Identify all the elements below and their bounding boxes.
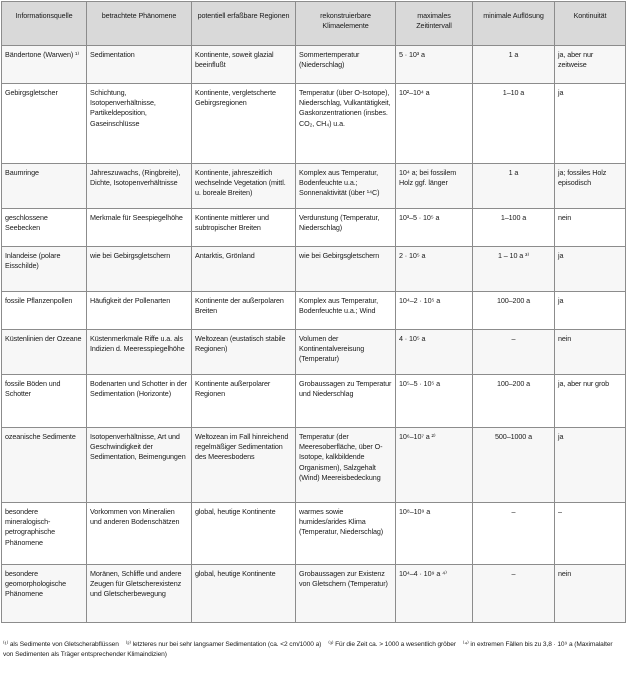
cell-source: fossile Pflanzenpollen xyxy=(2,292,87,330)
cell-phenomena: Küstenmerkmale Riffe u.a. als Indizien d. Meeresspiegelhöhe xyxy=(87,330,192,375)
cell-continuity: nein xyxy=(555,330,626,375)
header-kontinuitaet: Kontinuität xyxy=(555,2,626,46)
cell-climate-elements: Temperatur (über O-Isotope), Niederschlag, Vulkantätigkeit, Gaskonzentrationen (insbes. CO₂, CH₄) u.a. xyxy=(296,84,396,164)
cell-resolution: 1 a xyxy=(473,164,555,209)
cell-regions: Kontinente, vergletscherte Gebirgsregionen xyxy=(192,84,296,164)
cell-resolution: 1–100 a xyxy=(473,209,555,247)
cell-time-interval: 10⁴–4 · 10⁹ a ⁴⁾ xyxy=(396,565,473,623)
cell-phenomena: Häufigkeit der Pollenarten xyxy=(87,292,192,330)
cell-resolution: 1 a xyxy=(473,46,555,84)
cell-regions: Kontinente außerpolarer Regionen xyxy=(192,375,296,428)
table-row xyxy=(2,164,626,209)
cell-phenomena: Moränen, Schliffe und andere Zeugen für Gletscherexistenz und Gletscherbewegung xyxy=(87,565,192,623)
cell-continuity: ja xyxy=(555,84,626,164)
cell-climate-elements: Volumen der Kontinentalvereisung (Temperatur) xyxy=(296,330,396,375)
table-row xyxy=(2,375,626,428)
cell-source: besondere geomorphologische Phänomene xyxy=(2,565,87,623)
cell-source: Küstenlinien der Ozeane xyxy=(2,330,87,375)
cell-source: Inlandeise (polare Eisschilde) xyxy=(2,247,87,292)
cell-regions: global, heutige Kontinente xyxy=(192,503,296,565)
cell-continuity: ja xyxy=(555,247,626,292)
cell-continuity: ja, aber nur zeitweise xyxy=(555,46,626,84)
cell-time-interval: 10⁴ a; bei fossilem Holz ggf. länger xyxy=(396,164,473,209)
footnote-2: ⁽²⁾ letzteres nur bei sehr langsamer Sedimentation (ca. <2 cm/1000 a) xyxy=(125,641,322,648)
cell-climate-elements: wie bei Gebirgsgletschern xyxy=(296,247,396,292)
header-klimaelemente: rekonstruierbare Klimaelemente xyxy=(296,2,396,46)
cell-source: besondere mineralogisch-petrographische Phänomene xyxy=(2,503,87,565)
cell-regions: Kontinente, soweit glazial beeinflußt xyxy=(192,46,296,84)
cell-time-interval: 10⁶–10⁷ a ²⁾ xyxy=(396,428,473,503)
cell-source: geschlossene Seebecken xyxy=(2,209,87,247)
cell-regions: Kontinente, jahreszeitlich wechselnde Vegetation (mittl. u. boreale Breiten) xyxy=(192,164,296,209)
table-row xyxy=(2,46,626,84)
cell-climate-elements: Verdunstung (Temperatur, Niederschlag) xyxy=(296,209,396,247)
cell-source: Baumringe xyxy=(2,164,87,209)
cell-source: Bändertone (Warwen) ¹⁾ xyxy=(2,46,87,84)
cell-source: fossile Böden und Schotter xyxy=(2,375,87,428)
cell-continuity: ja xyxy=(555,428,626,503)
cell-climate-elements: Grobaussagen zu Temperatur und Niederschlag xyxy=(296,375,396,428)
cell-phenomena: wie bei Gebirgsgletschern xyxy=(87,247,192,292)
footnotes xyxy=(3,640,621,660)
table-row xyxy=(2,84,626,164)
cell-continuity: nein xyxy=(555,565,626,623)
cell-time-interval: 4 · 10⁵ a xyxy=(396,330,473,375)
header-aufloesung: minimale Auflösung xyxy=(473,2,555,46)
cell-phenomena: Vorkommen von Mineralien und anderen Bodenschätzen xyxy=(87,503,192,565)
header-phaenomene: betrachtete Phänomene xyxy=(87,2,192,46)
cell-continuity: nein xyxy=(555,209,626,247)
cell-regions: Weltozean (eustatisch stabile Regionen) xyxy=(192,330,296,375)
cell-source: Gebirgsgletscher xyxy=(2,84,87,164)
cell-time-interval: 2 · 10⁵ a xyxy=(396,247,473,292)
header-row xyxy=(2,2,626,46)
cell-time-interval: 10⁴–2 · 10⁵ a xyxy=(396,292,473,330)
table-row xyxy=(2,503,626,565)
table-header xyxy=(2,2,626,46)
cell-phenomena: Jahreszuwachs, (Ringbreite), Dichte, Isotopenverhältnisse xyxy=(87,164,192,209)
cell-phenomena: Bodenarten und Schotter in der Sedimentation (Horizonte) xyxy=(87,375,192,428)
footnote-3: ⁽³⁾ Für die Zeit ca. > 1000 a wesentlich gröber xyxy=(328,641,456,648)
cell-continuity: ja; fossiles Holz episodisch xyxy=(555,164,626,209)
table-row xyxy=(2,292,626,330)
cell-time-interval: 10⁵–5 · 10⁵ a xyxy=(396,375,473,428)
table-row xyxy=(2,209,626,247)
cell-regions: Weltozean im Fall hinreichend regelmäßiger Sedimentation des Meeresbodens xyxy=(192,428,296,503)
cell-resolution: 1 – 10 a ³⁾ xyxy=(473,247,555,292)
cell-resolution: 100–200 a xyxy=(473,375,555,428)
cell-climate-elements: warmes sowie humides/arides Klima (Temperatur, Niederschlag) xyxy=(296,503,396,565)
cell-resolution: – xyxy=(473,565,555,623)
cell-continuity: – xyxy=(555,503,626,565)
cell-resolution: – xyxy=(473,330,555,375)
cell-climate-elements: Komplex aus Temperatur, Bodenfeuchte u.a.; Sonnenaktivität (über ¹⁴C) xyxy=(296,164,396,209)
header-informationsquelle: Informationsquelle xyxy=(2,2,87,46)
footnote-1: ⁽¹⁾ als Sedimente von Gletscherabflüssen xyxy=(3,641,119,648)
cell-climate-elements: Sommertemperatur (Niederschlag) xyxy=(296,46,396,84)
cell-phenomena: Schichtung, Isotopenverhältnisse, Partikeldeposition, Gaseinschlüsse xyxy=(87,84,192,164)
cell-time-interval: 10²–10⁴ a xyxy=(396,84,473,164)
cell-time-interval: 10³–5 · 10⁵ a xyxy=(396,209,473,247)
cell-climate-elements: Komplex aus Temperatur, Bodenfeuchte u.a.; Wind xyxy=(296,292,396,330)
cell-resolution: – xyxy=(473,503,555,565)
table-row xyxy=(2,330,626,375)
cell-continuity: ja, aber nur grob xyxy=(555,375,626,428)
cell-phenomena: Sedimentation xyxy=(87,46,192,84)
cell-resolution: 100–200 a xyxy=(473,292,555,330)
cell-regions: Kontinente mittlerer und subtropischer Breiten xyxy=(192,209,296,247)
table-body xyxy=(2,46,626,623)
cell-source: ozeanische Sedimente xyxy=(2,428,87,503)
cell-time-interval: 5 · 10³ a xyxy=(396,46,473,84)
cell-continuity: ja xyxy=(555,292,626,330)
cell-time-interval: 10⁸–10⁹ a xyxy=(396,503,473,565)
cell-climate-elements: Temperatur (der Meeresoberfläche, über O-Isotope, kalkbildende Organismen), Salzgehalt (Wind) Meereisbedeckung xyxy=(296,428,396,503)
cell-climate-elements: Grobaussagen zur Existenz von Gletschern (Temperatur) xyxy=(296,565,396,623)
cell-phenomena: Isotopenverhältnisse, Art und Geschwindigkeit der Sedimentation, Beimengungen xyxy=(87,428,192,503)
cell-regions: global, heutige Kontinente xyxy=(192,565,296,623)
table-row xyxy=(2,247,626,292)
cell-regions: Antarktis, Grönland xyxy=(192,247,296,292)
header-regionen: potentiell erfaßbare Regionen xyxy=(192,2,296,46)
climate-proxy-table xyxy=(1,1,626,623)
table-row xyxy=(2,565,626,623)
cell-regions: Kontinente der außerpolaren Breiten xyxy=(192,292,296,330)
footnote-4: ⁽⁴⁾ in extremen Fällen bis zu 3,8 · 10⁹ a (Maximalalter von Sedimenten als Träger entsprechender Klimaindizien) xyxy=(3,641,613,658)
header-zeitintervall: maximales Zeitintervall xyxy=(396,2,473,46)
cell-resolution: 500–1000 a xyxy=(473,428,555,503)
table-row xyxy=(2,428,626,503)
cell-phenomena: Merkmale für Seespiegelhöhe xyxy=(87,209,192,247)
cell-resolution: 1–10 a xyxy=(473,84,555,164)
